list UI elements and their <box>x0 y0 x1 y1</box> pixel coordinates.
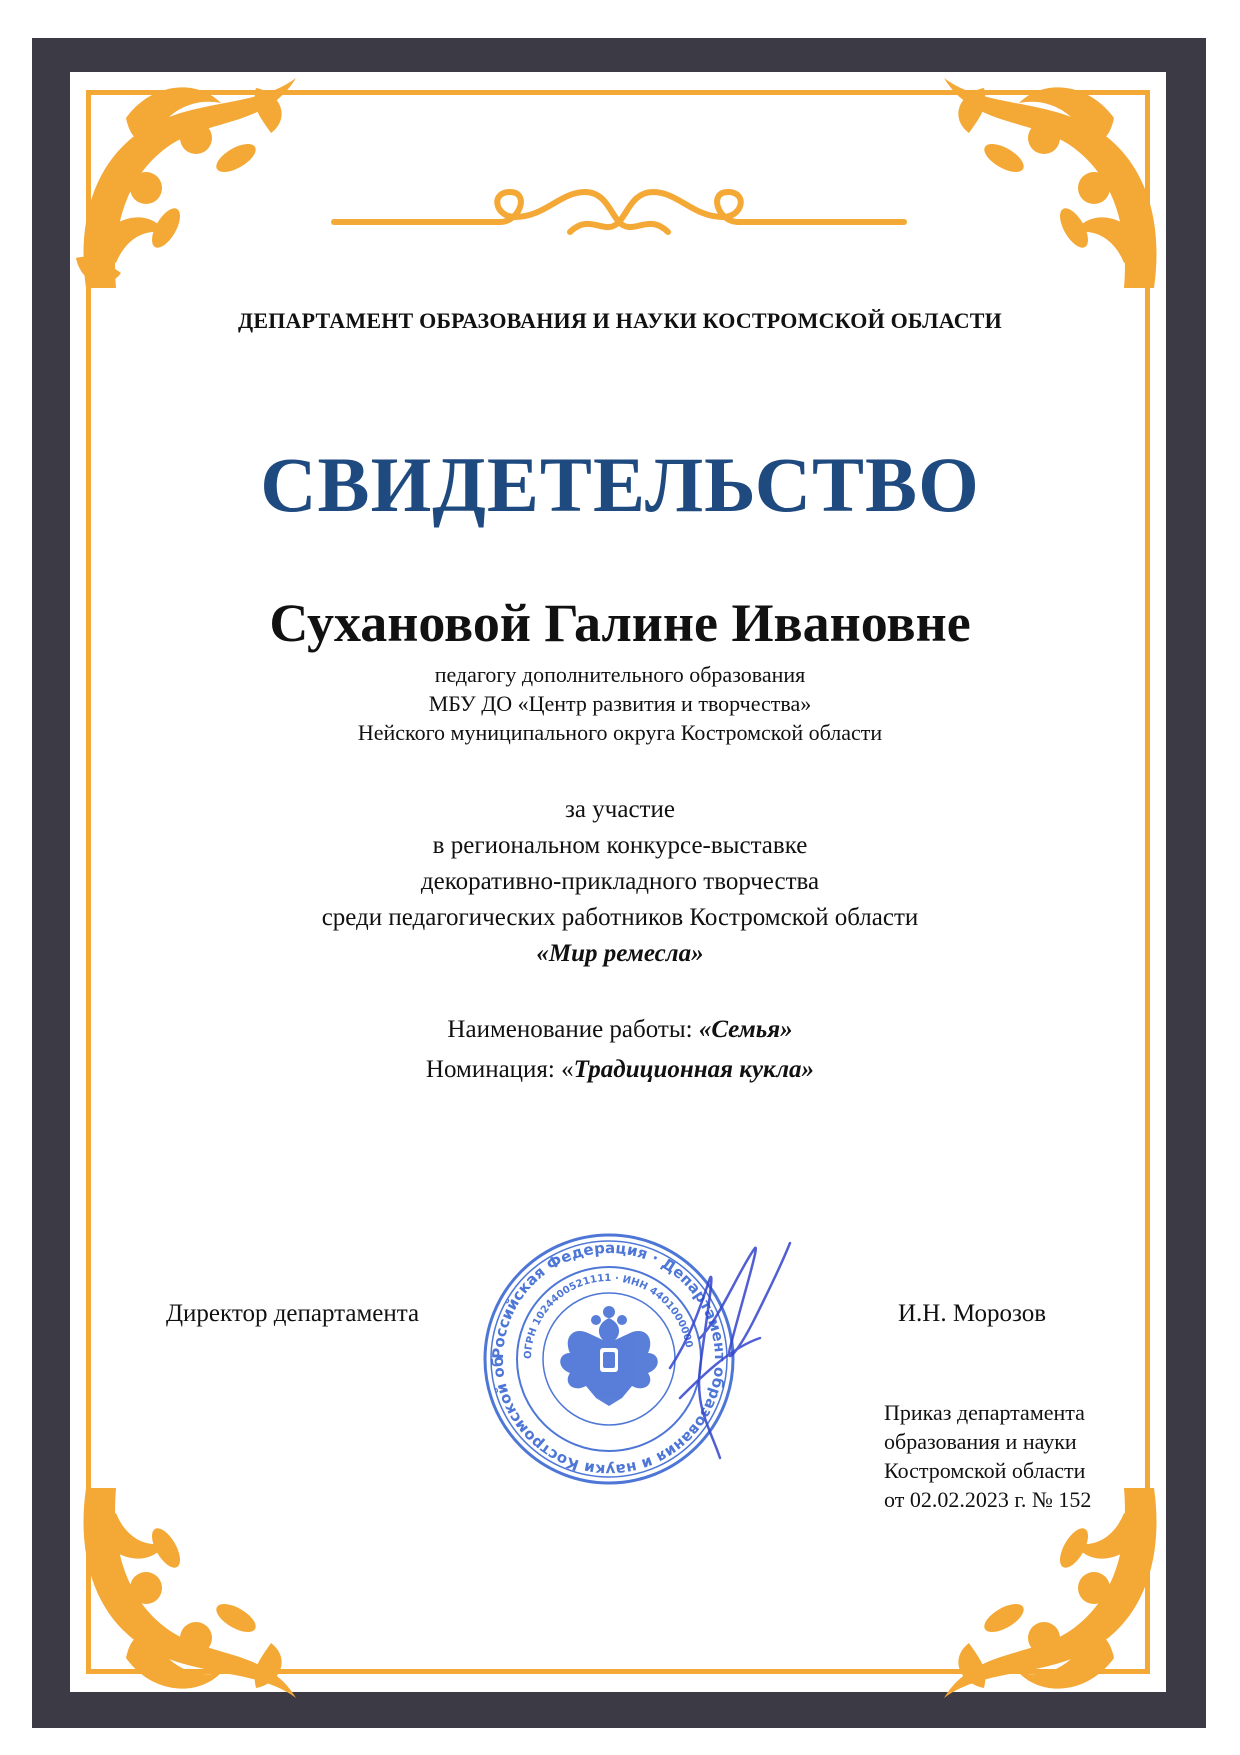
decorative-divider <box>330 182 908 242</box>
nomination-value: Традиционная кукла» <box>573 1056 815 1083</box>
handwritten-signature <box>660 1228 800 1468</box>
corner-ornament-top-right <box>924 48 1184 308</box>
corner-ornament-top-left <box>56 48 316 308</box>
seal-outer-text: Российская Федерация · Департамент образования и науки Костромской об <box>488 1238 730 1480</box>
department-heading: ДЕПАРТАМЕНТ ОБРАЗОВАНИЯ И НАУКИ КОСТРОМСКОЙ ОБЛАСТИ <box>238 308 1002 333</box>
nomination-label: Номинация: « <box>425 1056 574 1083</box>
eagle-emblem-icon <box>560 1306 658 1406</box>
work-title-line <box>0 1010 1240 1050</box>
position-block <box>0 660 1240 747</box>
order-line: Приказ департамента <box>884 1400 1085 1425</box>
contest-name: «Мир ремесла» <box>536 940 704 967</box>
reason-line: декоративно-прикладного творчества <box>420 868 820 895</box>
work-label: Наименование работы: <box>447 1016 699 1043</box>
corner-ornament-bottom-left <box>56 1468 316 1728</box>
work-value: «Семья» <box>698 1016 793 1043</box>
certificate-title: СВИДЕТЕЛЬСТВО <box>260 441 980 528</box>
recipient-name: Сухановой Галине Ивановне <box>269 593 971 653</box>
reason-line: в региональном конкурсе-выставке <box>432 832 808 859</box>
seal-inner-text: ОГРН 1024400521111 · ИНН 4401000000 <box>522 1272 695 1360</box>
position-line: Нейского муниципального округа Костромской области <box>357 720 883 745</box>
position-line: педагогу дополнительного образования <box>434 662 806 687</box>
work-block <box>0 1010 1240 1090</box>
reason-line: среди педагогических работников Костромской области <box>321 904 919 931</box>
order-line: от 02.02.2023 г. № 152 <box>884 1487 1092 1512</box>
reason-block <box>0 792 1240 936</box>
reason-line: за участие <box>565 796 675 823</box>
order-line: образования и науки <box>884 1429 1077 1454</box>
signer-name: И.Н. Морозов <box>898 1300 1046 1327</box>
nomination-line <box>0 1050 1240 1090</box>
position-line: МБУ ДО «Центр развития и творчества» <box>428 691 812 716</box>
order-reference <box>884 1398 1091 1514</box>
order-line: Костромской области <box>884 1458 1086 1483</box>
director-label: Директор департамента <box>166 1300 420 1327</box>
